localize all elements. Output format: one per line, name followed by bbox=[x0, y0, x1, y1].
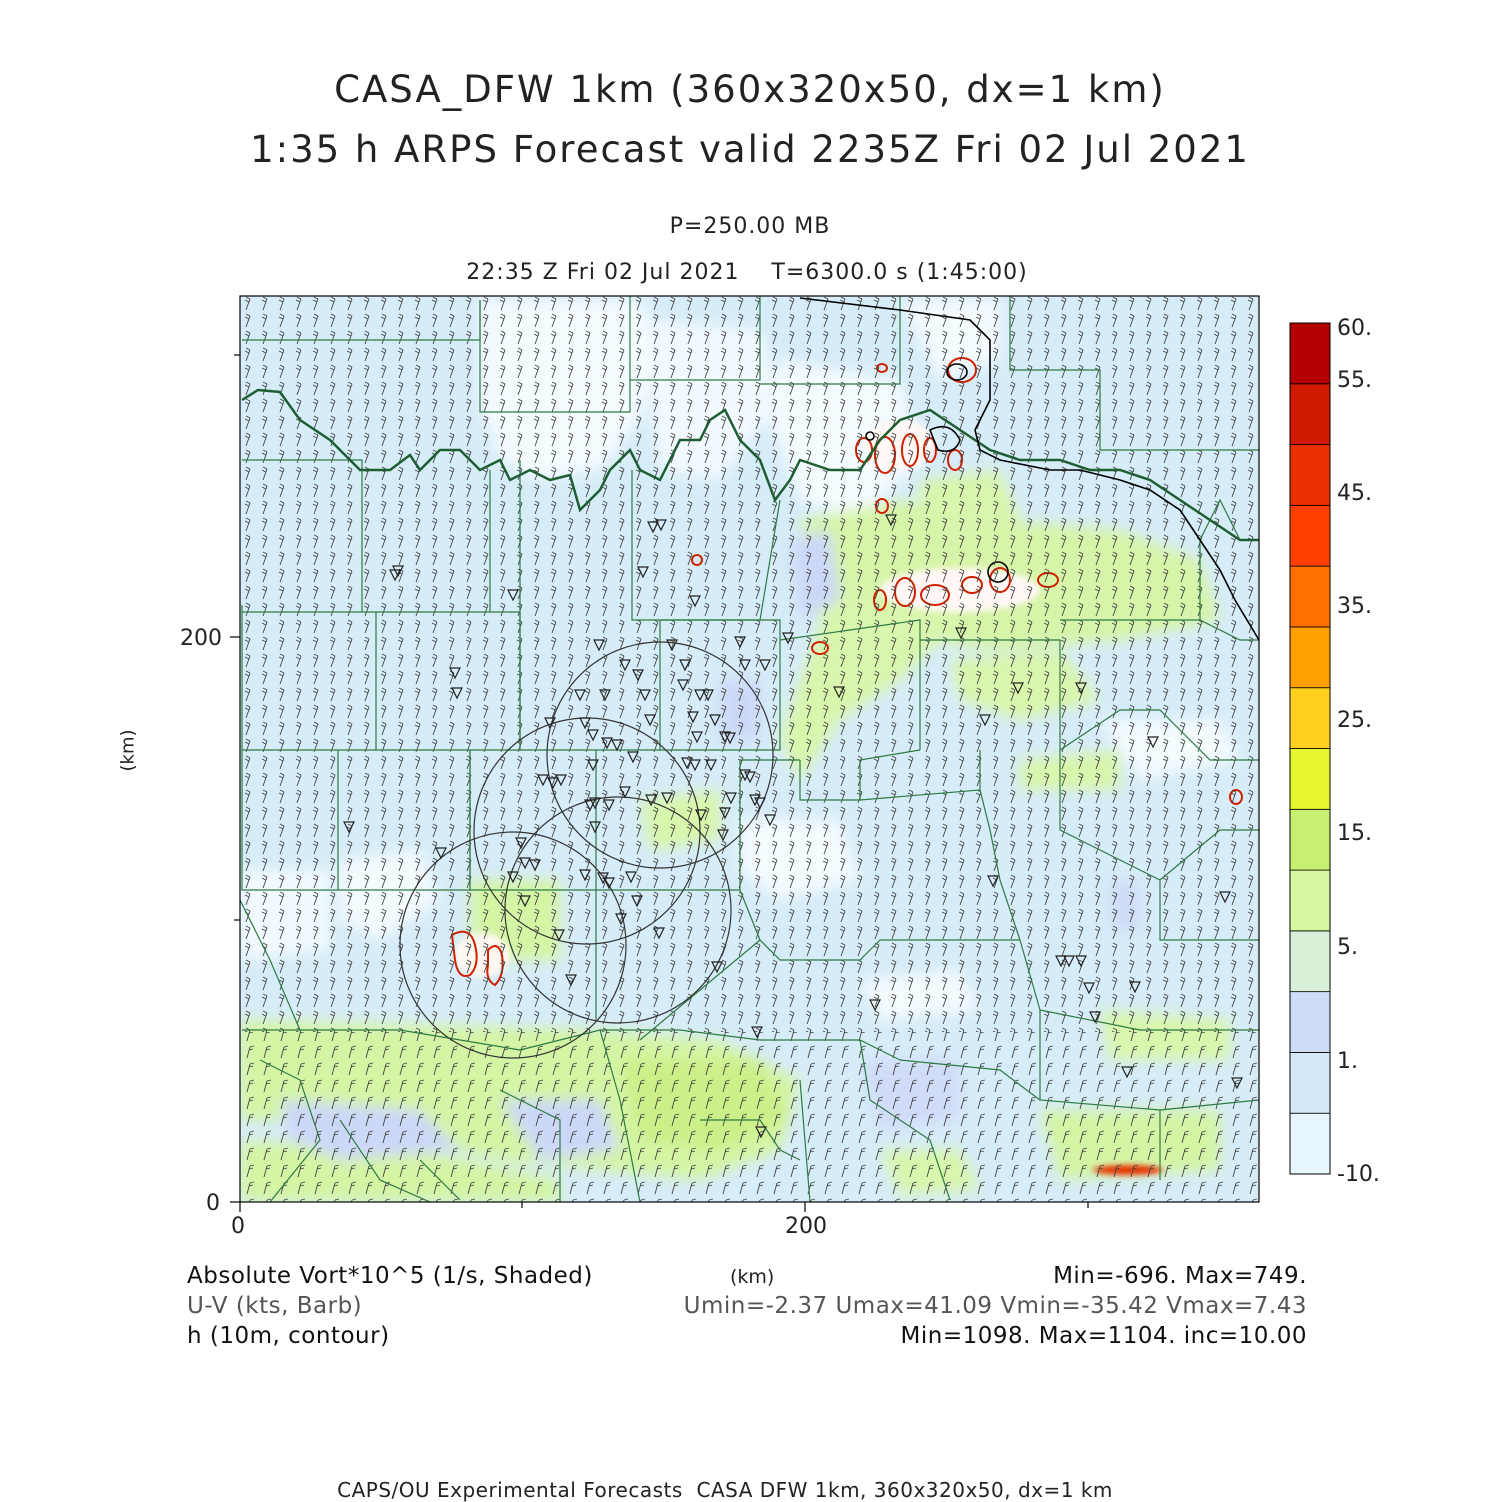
colorbar-swatch bbox=[1290, 749, 1330, 810]
colorbar-swatch bbox=[1290, 688, 1330, 749]
field-shaded-label: Absolute Vort*10^5 (1/s, Shaded) bbox=[187, 1263, 593, 1289]
field-barb-label: U-V (kts, Barb) bbox=[187, 1293, 363, 1319]
colorbar-swatch bbox=[1290, 627, 1330, 688]
wind-min-max: Umin=-2.37 Umax=41.09 Vmin=-35.42 Vmax=7.43 bbox=[683, 1293, 1307, 1319]
valid-time-line: 22:35 Z Fri 02 Jul 2021 T=6300.0 s (1:45:00) bbox=[466, 260, 1028, 285]
y-tick-200: 200 bbox=[180, 626, 222, 651]
colorbar-label-15: 15. bbox=[1337, 821, 1372, 846]
x-axis-label: (km) bbox=[730, 1266, 775, 1288]
title-line-1: CASA_DFW 1km (360x320x50, dx=1 km) bbox=[334, 68, 1166, 111]
colorbar-swatch bbox=[1290, 870, 1330, 931]
colorbar-label-minus10: -10. bbox=[1337, 1162, 1380, 1187]
contour-min-max: Min=1098. Max=1104. inc=10.00 bbox=[900, 1323, 1307, 1349]
colorbar-swatch bbox=[1290, 931, 1330, 992]
colorbar-label-45: 45. bbox=[1337, 481, 1372, 506]
colorbar-swatch bbox=[1290, 384, 1330, 445]
credit-line: CAPS/OU Experimental Forecasts CASA DFW 1km, 360x320x50, dx=1 km bbox=[337, 1478, 1113, 1502]
field-contour-label: h (10m, contour) bbox=[187, 1323, 390, 1349]
pressure-level: P=250.00 MB bbox=[669, 214, 831, 239]
title-line-2: 1:35 h ARPS Forecast valid 2235Z Fri 02 Jul 2021 bbox=[250, 128, 1250, 171]
colorbar-label-25: 25. bbox=[1337, 708, 1372, 733]
colorbar-label-35: 35. bbox=[1337, 594, 1372, 619]
colorbar-swatch bbox=[1290, 566, 1330, 627]
colorbar-label-5: 5. bbox=[1337, 935, 1358, 960]
colorbar-swatch bbox=[1290, 1113, 1330, 1174]
colorbar-swatch bbox=[1290, 505, 1330, 566]
x-tick-0: 0 bbox=[231, 1214, 245, 1239]
colorbar-label-55: 55. bbox=[1337, 368, 1372, 393]
colorbar-swatch bbox=[1290, 992, 1330, 1053]
x-tick-200: 200 bbox=[785, 1214, 827, 1239]
colorbar-swatch bbox=[1290, 445, 1330, 506]
colorbar bbox=[1290, 323, 1330, 1174]
colorbar-label-60: 60. bbox=[1337, 316, 1372, 341]
wind-barbs bbox=[240, 296, 1259, 1202]
y-tick-0: 0 bbox=[206, 1191, 220, 1216]
y-axis-label: (km) bbox=[117, 729, 139, 772]
colorbar-swatch bbox=[1290, 323, 1330, 384]
shaded-min-max: Min=-696. Max=749. bbox=[1053, 1263, 1307, 1289]
colorbar-swatch bbox=[1290, 1052, 1330, 1113]
colorbar-label-1: 1. bbox=[1337, 1049, 1358, 1074]
colorbar-swatch bbox=[1290, 809, 1330, 870]
